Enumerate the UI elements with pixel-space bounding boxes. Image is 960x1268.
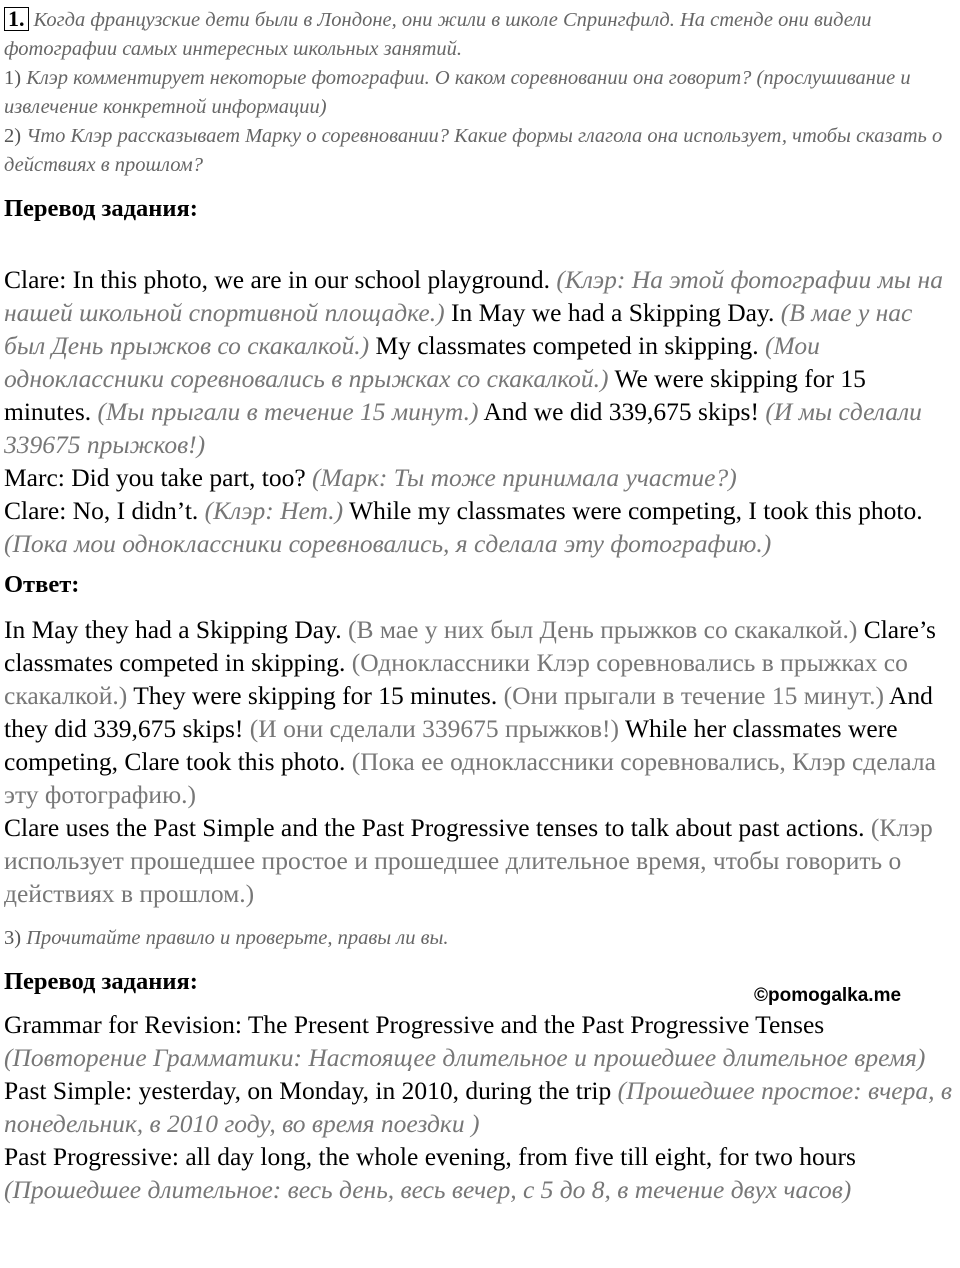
question-1-number: 1): [4, 67, 22, 89]
dialogue-ru-8: (Пока мои одноклассники соревновались, я сделала эту фотографию.): [4, 529, 772, 558]
step-3-number: 3): [4, 927, 22, 949]
task-step-3: [4, 924, 957, 953]
answer-en-5: While her classmates were competing, Clare took this photo.: [4, 714, 898, 776]
grammar-ru-2: (Прошедшее простое: вчера, в понедельник, в 2010 году, во время поездки ): [4, 1076, 952, 1138]
grammar-ru-1: (Повторение Грамматики: Настоящее длительное и прошедшее длительное время): [4, 1043, 926, 1072]
answer-en-4: And they did 339,675 skips!: [4, 681, 933, 743]
task-question-1: [4, 64, 957, 122]
grammar-ru-3: (Прошедшее длительное: весь день, весь вечер, с 5 до 8, в течение двух часов): [4, 1175, 852, 1204]
answer-en-3: They were skipping for 15 minutes.: [133, 681, 498, 710]
dialogue-en-4: We were skipping for 15 minutes.: [4, 364, 866, 426]
dialogue-en-1: Clare: In this photo, we are in our school playground.: [4, 265, 551, 294]
answer-en-1: In May they had a Skipping Day.: [4, 615, 342, 644]
answer-ru-3: (Они прыгали в течение 15 минут.): [503, 681, 884, 710]
section-heading-translation-1: Перевод задания:: [4, 195, 198, 222]
dialogue-ru-3: (Мои одноклассники соревновались в прыжках со скакалкой.): [4, 331, 820, 393]
task-number-box: 1.: [4, 7, 29, 31]
step-3-text: Прочитайте правило и проверьте, правы ли вы.: [26, 927, 449, 949]
question-2-number: 2): [4, 125, 22, 147]
dialogue-line-marc: [4, 461, 957, 494]
question-1-text: Клэр комментирует некоторые фотографии. О каком соревновании она говорит? (прослушивание и извлечение конкретной информации): [4, 67, 911, 118]
grammar-en-1: Grammar for Revision: The Present Progressive and the Past Progressive Tenses: [4, 1010, 825, 1039]
dialogue-ru-2: (В мае у нас был День прыжков со скакалкой.): [4, 298, 913, 360]
dialogue-ru-4: (Мы прыгали в течение 15 минут.): [97, 397, 479, 426]
answer-ru-6: (Клэр использует прошедшее простое и прошедшее длительное время, чтобы говорить о действиях в прошлом.): [4, 813, 933, 908]
grammar-title-line: [4, 1008, 957, 1074]
answer-ru-2: (Одноклассники Клэр соревновались в прыжках со скакалкой.): [4, 648, 908, 710]
grammar-en-3: Past Progressive: all day long, the whole evening, from five till eight, for two hours: [4, 1142, 856, 1171]
dialogue-en-3: My classmates competed in skipping.: [375, 331, 759, 360]
dialogue-ru-6: (Марк: Ты тоже принимала участие?): [312, 463, 737, 492]
task-intro-text: Когда французские дети были в Лондоне, они жили в школе Спрингфилд. На стенде они видели фотографии самых интересных школьных занятий.: [4, 9, 872, 60]
answer-ru-1: (В мае у них был День прыжков со скакалкой.): [347, 615, 858, 644]
dialogue-ru-5: (И мы сделали 339675 прыжков!): [4, 397, 922, 459]
dialogue-ru-7: (Клэр: Нет.): [204, 496, 344, 525]
answer-paragraph: [4, 613, 957, 811]
section-heading-answer: Ответ:: [4, 571, 80, 598]
task-intro: [4, 6, 957, 64]
dialogue-en-5: And we did 339,675 skips!: [483, 397, 759, 426]
dialogue-en-2: In May we had a Skipping Day.: [450, 298, 775, 327]
answer-en-2: Clare’s classmates competed in skipping.: [4, 615, 936, 677]
task-question-2: [4, 122, 957, 180]
answer-ru-4: (И они сделали 339675 прыжков!): [249, 714, 620, 743]
grammar-past-progressive: [4, 1140, 957, 1206]
answer-conclusion: [4, 811, 957, 910]
answer-en-6: Clare uses the Past Simple and the Past Progressive tenses to talk about past actions.: [4, 813, 865, 842]
dialogue-en-8: While my classmates were competing, I took this photo.: [349, 496, 923, 525]
dialogue-line-clare: [4, 494, 957, 560]
dialogue-ru-1: (Клэр: На этой фотографии мы на нашей школьной спортивной площадке.): [4, 265, 943, 327]
dialogue-en-7: Clare: No, I didn’t.: [4, 496, 199, 525]
section-heading-translation-2: Перевод задания:: [4, 968, 198, 995]
watermark: ©pomogalka.me: [754, 985, 902, 1006]
dialogue-en-6: Marc: Did you take part, too?: [4, 463, 306, 492]
grammar-en-2: Past Simple: yesterday, on Monday, in 2010, during the trip: [4, 1076, 612, 1105]
grammar-past-simple: [4, 1074, 957, 1140]
answer-ru-5: (Пока ее одноклассники соревновались, Клэр сделала эту фотографию.): [4, 747, 936, 809]
dialogue-paragraph: [4, 263, 957, 461]
question-2-text: Что Клэр рассказывает Марку о соревновании? Какие формы глагола она использует, чтобы сказать о действиях в прошлом?: [4, 125, 943, 176]
